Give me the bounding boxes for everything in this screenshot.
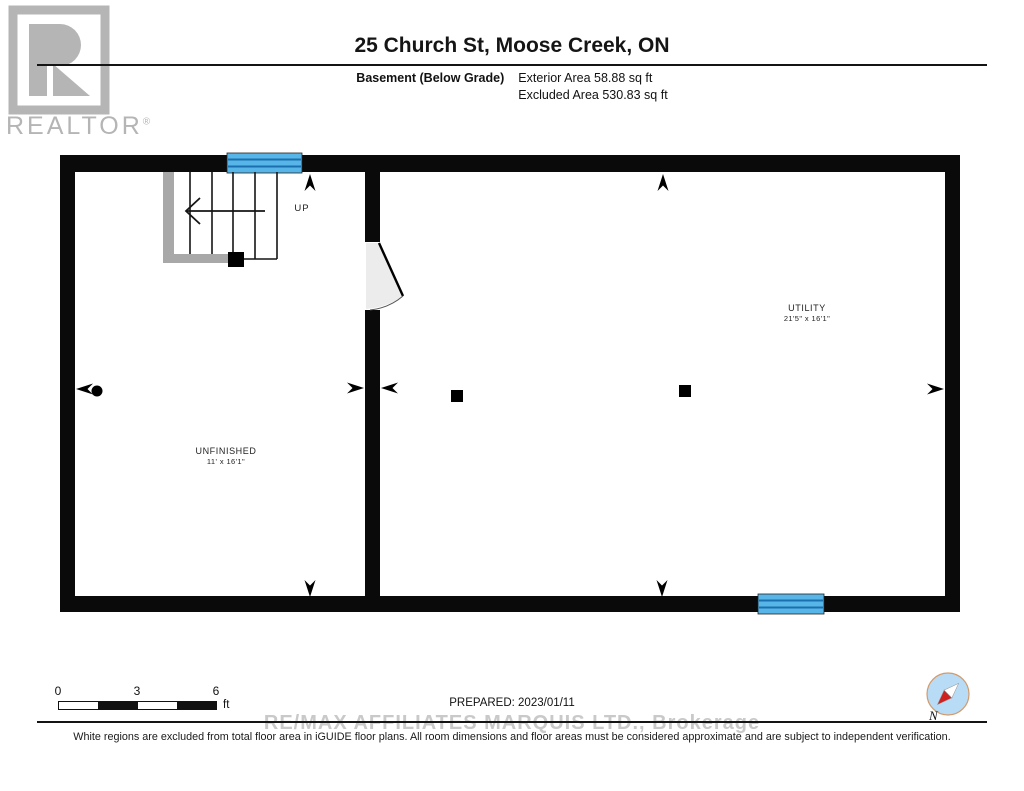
column-post xyxy=(451,390,463,402)
scale-tick-3: 3 xyxy=(133,684,141,698)
interior-wall xyxy=(365,172,380,597)
room-name: UTILITY xyxy=(788,303,826,313)
window-bottom xyxy=(758,594,824,614)
scale-tick-6: 6 xyxy=(212,684,220,698)
room-dimensions: 21'5" x 16'1" xyxy=(783,314,831,323)
footer-divider xyxy=(37,721,987,723)
scale-unit-label: ft xyxy=(223,699,230,711)
compass-north-label: N xyxy=(929,708,938,723)
dimension-arrow-left-icon xyxy=(381,383,398,394)
door-swing xyxy=(366,243,403,310)
dimension-arrow-up-icon xyxy=(658,174,669,191)
dimension-arrow-left-icon xyxy=(76,384,93,395)
dimension-arrow-down-icon xyxy=(657,580,668,597)
floor-label: Basement (Below Grade) xyxy=(356,71,505,85)
registered-mark: ® xyxy=(142,116,151,128)
dimension-arrow-right-icon xyxy=(927,384,944,395)
room-name: UNFINISHED xyxy=(195,446,257,456)
staircase xyxy=(163,172,277,267)
stair-newel-post xyxy=(228,252,244,267)
survey-point-dot xyxy=(92,386,103,397)
disclaimer-text: White regions are excluded from total floor area in iGUIDE floor plans. All room dimensions and floor areas must be considered approximate and are subject to independent verification. xyxy=(73,731,951,743)
compass-icon xyxy=(918,665,978,727)
excluded-area-value: Excluded Area 530.83 sq ft xyxy=(518,88,668,102)
exterior-walls xyxy=(60,155,960,612)
column-post xyxy=(679,385,691,397)
prepared-date: PREPARED: 2023/01/11 xyxy=(449,697,575,709)
room-label-unfinished xyxy=(136,446,316,466)
scale-tick-0: 0 xyxy=(54,684,62,698)
window-top xyxy=(227,153,302,173)
stairs-up-label: UP xyxy=(294,203,310,214)
room-label-utility xyxy=(717,303,897,323)
dimension-arrow-right-icon xyxy=(347,383,364,394)
exterior-area-value: Exterior Area 58.88 sq ft xyxy=(518,71,653,85)
dimension-arrow-down-icon xyxy=(305,580,316,597)
realtor-wordmark: REALTOR® xyxy=(6,112,151,140)
room-dimensions: 11' x 16'1" xyxy=(206,457,246,466)
dimension-arrows xyxy=(76,174,944,597)
stair-direction-arrow xyxy=(186,198,265,224)
page-title: 25 Church St, Moose Creek, ON xyxy=(354,34,670,57)
dimension-arrow-up-icon xyxy=(305,174,316,191)
